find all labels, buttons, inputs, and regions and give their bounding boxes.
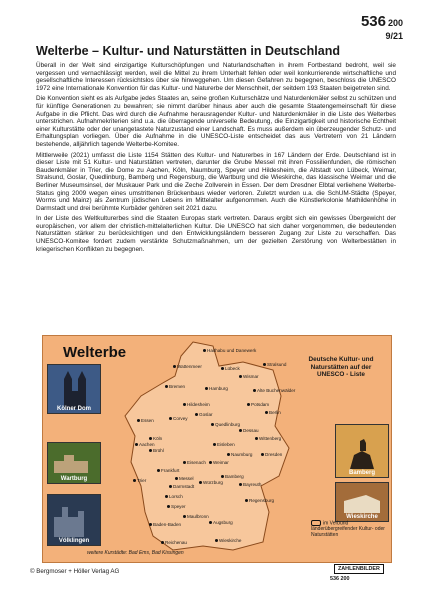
site-label bbox=[213, 442, 235, 447]
site-name: Bayreuth bbox=[243, 482, 262, 487]
site-marker bbox=[239, 375, 242, 378]
site-name: Maulbronn bbox=[187, 514, 209, 519]
site-name: Reichenau bbox=[165, 540, 187, 545]
site-marker bbox=[205, 387, 208, 390]
site-name: Hamburg bbox=[209, 386, 228, 391]
site-marker bbox=[203, 349, 206, 352]
photo-caption: Bamberg bbox=[348, 470, 375, 476]
site-marker bbox=[135, 443, 138, 446]
site-label bbox=[183, 514, 209, 519]
site-marker bbox=[261, 453, 264, 456]
site-label bbox=[255, 436, 281, 441]
site-marker bbox=[133, 479, 136, 482]
site-marker bbox=[183, 403, 186, 406]
site-name: Wieskirche bbox=[219, 538, 242, 543]
site-marker bbox=[165, 495, 168, 498]
site-label bbox=[137, 418, 154, 423]
site-label bbox=[211, 422, 240, 427]
site-name: Naumburg bbox=[231, 452, 253, 457]
site-label bbox=[157, 468, 179, 473]
site-name: Goslar bbox=[199, 412, 213, 417]
site-name: Aachen bbox=[139, 442, 155, 447]
site-marker bbox=[255, 437, 258, 440]
site-name: Bamberg bbox=[225, 474, 244, 479]
site-labels bbox=[137, 348, 296, 556]
site-label bbox=[169, 484, 194, 489]
site-label bbox=[169, 416, 188, 421]
site-label bbox=[247, 402, 269, 407]
site-marker bbox=[239, 483, 242, 486]
photo-caption: Wartburg bbox=[60, 476, 88, 482]
paragraph: Überall in der Welt sind einzigartige Kulturschöpfungen und Naturlandschaften in ihrem Fortbestand bedroht, weil sie vergessen und vernachlässigt werden, weil die Mittel zu ihrem Unterhalt fehlen oder weil konkurrierende wirtschaftliche und gesellschaftliche Interessen rücksichtslos über sie hinweggehen. Um diesen Gefahren zu begegnen, beschloss die UNESCO 1972 eine Internationale Konvention für das Kultur- und Naturerbe der Menschheit, der seitdem 193 Staaten beigetreten sind. bbox=[36, 62, 396, 92]
sheet-number bbox=[361, 14, 403, 41]
site-marker bbox=[169, 485, 172, 488]
site-marker bbox=[221, 367, 224, 370]
photo-wartburg bbox=[47, 442, 101, 484]
site-marker bbox=[149, 437, 152, 440]
site-marker bbox=[213, 443, 216, 446]
site-name: Quedlinburg bbox=[215, 422, 241, 427]
site-marker bbox=[157, 469, 160, 472]
site-name: Eisleben bbox=[217, 442, 235, 447]
site-name: Potsdam bbox=[251, 402, 270, 407]
site-label bbox=[245, 498, 274, 503]
site-label bbox=[209, 460, 229, 465]
sheet-number-suffix: 200 bbox=[387, 18, 403, 28]
paragraph: Die Konvention sieht es als Aufgabe jedes Staates an, seine großen Kulturschätze und Naturdenkmäler selbst zu schützen und für künftige Generationen zu bewahren; sie nimmt darüber hinaus aber auch die gesamte Staatengemeinschaft für diese Aufgabe in die Pflicht. Das wird durch die Aufnahme herausragender Kultur- und Naturdenkmäler in die Liste des Welterbes unterstrichen. Aufnahmekriterien sind u.a. die überragende universelle Bedeutung, die Einzigartigkeit und historische Echtheit einer Kulturstätte oder der unangetastete Naturzustand einer Landschaft. Es muss außerdem ein überzeugender Schutz- und Erhaltungsplan vorliegen. Über die Aufnahme in die UNESCO-Liste entscheidet das aus Vertretern von 21 Ländern bestehende, alljährlich tagende Welterbe-Komitee. bbox=[36, 95, 396, 148]
site-marker bbox=[221, 475, 224, 478]
site-marker bbox=[245, 499, 248, 502]
page-title: Welterbe – Kultur- und Naturstätten in Deutschland bbox=[36, 44, 340, 58]
site-label bbox=[239, 428, 259, 433]
photo-caption: Kölner Dom bbox=[56, 406, 91, 412]
site-name: Baden-Baden bbox=[153, 522, 182, 527]
site-name: Lorsch bbox=[169, 494, 183, 499]
site-label bbox=[149, 448, 164, 453]
site-name: Haithabu und Danewerk bbox=[207, 348, 257, 353]
sheet-number-main: 536 bbox=[360, 13, 386, 30]
site-marker bbox=[183, 515, 186, 518]
site-name: Brühl bbox=[153, 448, 164, 453]
site-marker bbox=[149, 449, 152, 452]
site-label bbox=[221, 474, 244, 479]
site-marker bbox=[175, 477, 178, 480]
site-name: Weimar bbox=[213, 460, 229, 465]
site-label bbox=[239, 482, 261, 487]
site-label bbox=[239, 374, 259, 379]
site-label bbox=[195, 412, 213, 417]
site-label bbox=[205, 386, 228, 391]
site-label bbox=[253, 388, 295, 393]
map-title: Welterbe bbox=[63, 344, 127, 361]
site-name: Lübeck bbox=[225, 366, 240, 371]
site-marker bbox=[173, 365, 176, 368]
site-marker bbox=[253, 389, 256, 392]
site-label bbox=[173, 364, 202, 369]
site-marker bbox=[227, 453, 230, 456]
site-marker bbox=[199, 481, 202, 484]
site-name: Alte Buchenwälder bbox=[257, 388, 296, 393]
network-symbol-icon bbox=[311, 520, 321, 526]
site-name: Würzburg bbox=[203, 480, 223, 485]
site-name: Hildesheim bbox=[187, 402, 210, 407]
site-marker bbox=[149, 523, 152, 526]
site-marker bbox=[137, 419, 140, 422]
site-name: Bremen bbox=[169, 384, 186, 389]
site-name: Wattenmeer bbox=[177, 364, 202, 369]
site-name: Trier bbox=[137, 478, 147, 483]
photo-wieskirche bbox=[335, 482, 389, 522]
site-label bbox=[203, 348, 256, 353]
site-label bbox=[265, 410, 281, 415]
site-name: Köln bbox=[153, 436, 163, 441]
site-marker bbox=[183, 461, 186, 464]
site-name: Wismar bbox=[243, 374, 259, 379]
site-marker bbox=[161, 541, 164, 544]
site-name: Speyer bbox=[171, 504, 186, 509]
photo-caption: Wieskirche bbox=[346, 514, 378, 520]
site-name: Regensburg bbox=[249, 498, 275, 503]
publisher: © Bergmoser + Höller Verlag AG bbox=[30, 568, 120, 575]
body-text bbox=[36, 62, 396, 256]
map-key bbox=[311, 520, 389, 538]
paragraph: Mittlerweile (2021) umfasst die Liste 1154 Stätten des Kultur- und Naturerbes in 167 Ländern der Erde. Deutschland ist in dieser Liste mit 51 Kultur- und Naturstätten vertreten, darunter die Grube Messel mit ihren Fossilienfunden, die römischen Baudenkmäler in Trier, die Dome zu Aachen, Köln, Naumburg, Speyer und Hildesheim, die Altstadt von Lübeck, Weimar, Stralsund, Goslar, Quedlinburg, Bamberg und Regensburg, die Wartburg und die Wieskirche, das klassische Weimar und die Berliner Museumsinsel, der Muskauer Park und die Zeche Zollverein in Essen. Der dem Dresdner Elbtal verliehene Welterbe-Status ging 2009 wegen eines umstrittenen Brückenbaus wieder verloren. Zuletzt wurden u.a. die SchUM-Städte (Speyer, Worms und Mainz) als Zentrum jüdischen Lebens im Mittelalter aufgenommen. Auch die Künstlerkolonie Mathildenhöhe in Darmstadt und drei berühmte Kurbäder gehören seit 2021 dazu. bbox=[36, 151, 396, 212]
site-marker bbox=[265, 411, 268, 414]
site-name: Dresden bbox=[265, 452, 283, 457]
site-marker bbox=[209, 521, 212, 524]
map-key-text: im Verbund länderübergreifender Kultur- oder Naturstätten bbox=[311, 520, 385, 539]
site-marker bbox=[169, 417, 172, 420]
site-marker bbox=[247, 403, 250, 406]
site-label bbox=[167, 504, 186, 509]
site-marker bbox=[263, 363, 266, 366]
site-label bbox=[221, 366, 240, 371]
site-name: Messel bbox=[179, 476, 194, 481]
site-name: Corvey bbox=[173, 416, 188, 421]
site-marker bbox=[167, 505, 170, 508]
photo-caption: Völklingen bbox=[58, 538, 90, 544]
photo-koelner-dom bbox=[47, 364, 101, 414]
site-name: Frankfurt bbox=[161, 468, 180, 473]
site-label bbox=[161, 540, 187, 545]
map-legend-box: Deutsche Kultur- und Naturstätten auf der UNESCO - Liste bbox=[308, 356, 374, 379]
map-note: weitere Kurstädte: Bad Ems, Bad Kissingen bbox=[87, 550, 184, 556]
site-label bbox=[261, 452, 282, 457]
site-label bbox=[165, 384, 185, 389]
zahlenbilder-badge: ZAHLENBILDER bbox=[334, 564, 384, 574]
site-name: Augsburg bbox=[213, 520, 233, 525]
footer-code: 536 200 bbox=[330, 576, 350, 582]
site-label bbox=[263, 362, 286, 367]
site-name: Darmstadt bbox=[173, 484, 195, 489]
photo-voelklingen bbox=[47, 494, 101, 546]
site-label bbox=[183, 402, 210, 407]
site-label bbox=[149, 436, 162, 441]
site-name: Eisenach bbox=[187, 460, 206, 465]
site-name: Wittenberg bbox=[259, 436, 282, 441]
site-label bbox=[175, 476, 194, 481]
site-marker bbox=[215, 539, 218, 542]
site-label bbox=[149, 522, 181, 527]
site-marker bbox=[211, 423, 214, 426]
site-name: Essen bbox=[141, 418, 154, 423]
site-label bbox=[199, 480, 223, 485]
site-name: Dessau bbox=[243, 428, 259, 433]
site-name: Stralsund bbox=[267, 362, 287, 367]
site-label bbox=[165, 494, 183, 499]
site-label bbox=[133, 478, 146, 483]
paragraph: In der Liste des Weltkulturerbes sind die Staaten Europas stark vertreten. Daraus ergibt sich ein gewisses Übergewicht der europäischen, vor allem der christlich-mittelalterlichen Kultur. Die UNESCO hat sich daher vorgenommen, die bedeutenden Naturstätten stärker zu berücksichtigen und den Entwicklungsländern besseren Zugang zur Liste zu verschaffen. Das UNESCO-Komitee fordert zudem verstärkte Schutzmaßnahmen, um der gezielten Zerstörung von Welterbestätten in kriegerischen Konflikten zu begegnen. bbox=[36, 215, 396, 253]
sheet-date: 9/21 bbox=[385, 31, 403, 41]
site-marker bbox=[239, 429, 242, 432]
site-marker bbox=[195, 413, 198, 416]
site-name: Berlin bbox=[269, 410, 281, 415]
site-label bbox=[183, 460, 206, 465]
photo-bamberg bbox=[335, 424, 389, 478]
site-label bbox=[209, 520, 233, 525]
site-marker bbox=[165, 385, 168, 388]
site-label bbox=[227, 452, 252, 457]
site-marker bbox=[209, 461, 212, 464]
site-label bbox=[215, 538, 241, 543]
world-heritage-map bbox=[42, 335, 392, 563]
site-label bbox=[135, 442, 155, 447]
